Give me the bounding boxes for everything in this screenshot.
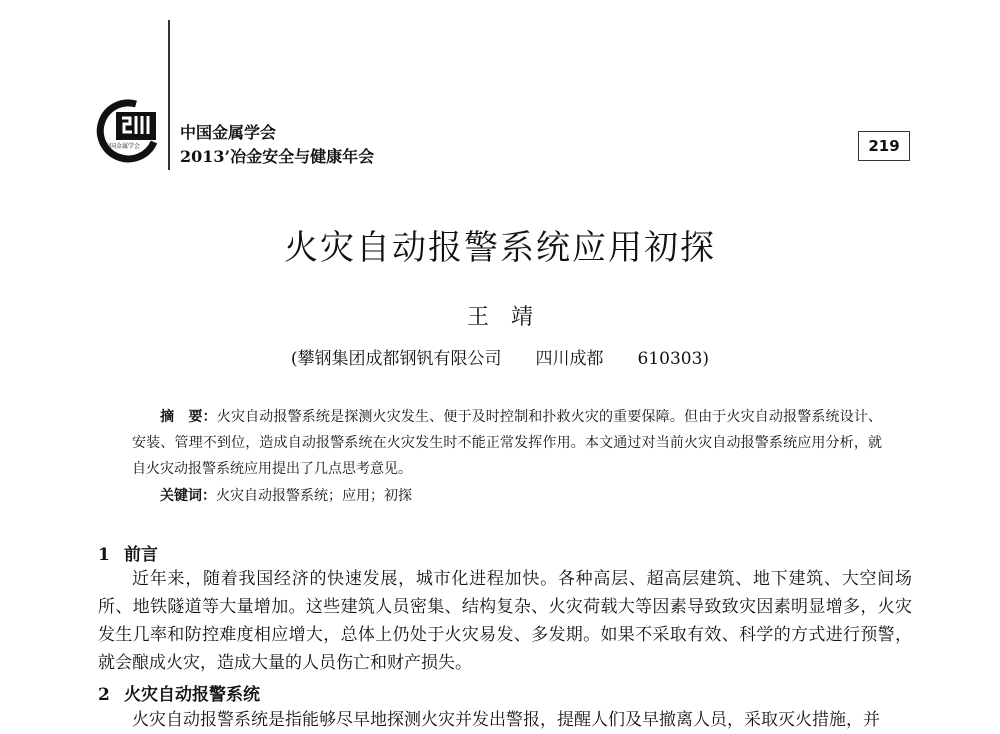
header-divider — [168, 20, 170, 170]
logo-text: 中国金属学会 — [104, 143, 141, 150]
abstract — [132, 404, 882, 482]
section-paragraph: 近年来，随着我国经济的快速发展，城市化进程加快。各种高层、超高层建筑、地下建筑、大空间场所、地铁隧道等大量增加。这些建筑人员密集、结构复杂、火灾荷载大等因素导致致灾因素明显增多，火灾发生几率和防控难度相应增大，总体上仍处于火灾易发、多发期。如果不采取有效、科学的方式进行预警，就会酿成火灾，造成大量的人员伤亡和财产损失。 — [98, 569, 912, 673]
author-affiliation: (攀钢集团成都钢钒有限公司 四川成都 610303) — [290, 349, 710, 369]
abstract-label: 摘 要： — [160, 409, 217, 425]
paper-author: 王 靖 — [466, 305, 533, 330]
section-paragraph: 火灾自动报警系统是指能够尽早地探测火灾并发出警报，提醒人们及早撤离人员，采取灭火措施，并 — [132, 710, 880, 730]
section-title: 火灾自动报警系统 — [124, 685, 260, 705]
conference-name: 2013’冶金安全与健康年会 — [180, 147, 375, 166]
page-number: 219 — [858, 131, 910, 161]
keywords-text: 火灾自动报警系统；应用；初探 — [216, 488, 412, 504]
society-logo — [96, 98, 162, 164]
abstract-text: 火灾自动报警系统是探测火灾发生、便于及时控制和扑救火灾的重要保障。但由于火灾自动报警系统设计、安装、管理不到位，造成自动报警系统在火灾发生时不能正常发挥作用。本文通过对当前火灾自动报警系统应用分析，就自火灾动报警系统应用提出了几点思考意见。 — [132, 409, 883, 477]
paper-title: 火灾自动报警系统应用初探 — [284, 228, 716, 268]
conference-info — [180, 121, 374, 169]
section-number: 1 — [98, 545, 110, 565]
organizer-name: 中国金属学会 — [180, 123, 277, 142]
section-heading — [98, 540, 158, 565]
keywords-label: 关键词： — [160, 488, 216, 504]
section-number: 2 — [98, 685, 110, 705]
keywords — [160, 486, 412, 506]
section-heading — [98, 680, 260, 705]
section-title: 前言 — [124, 545, 158, 565]
